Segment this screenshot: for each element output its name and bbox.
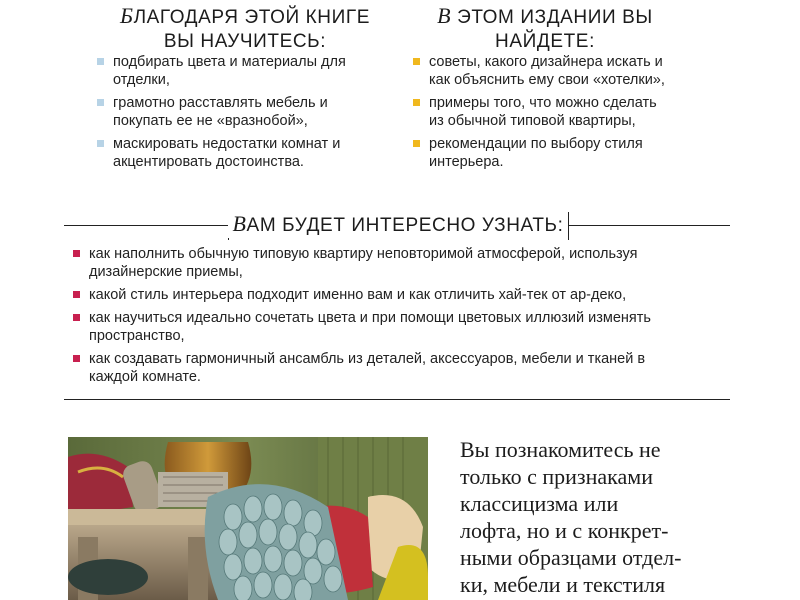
square-bullet-icon <box>73 355 80 362</box>
heading-text: ЛАГОДАРЯ ЭТОЙ КНИГЕ <box>133 7 371 28</box>
list-item: советы, какого дизайнера искать и как объяснить ему свои «хотелки», <box>413 53 713 89</box>
list-item: рекомендации по выбору стиля интерьера. <box>413 135 713 171</box>
left-column-list <box>97 53 387 176</box>
square-bullet-icon <box>73 291 80 298</box>
bottom-description <box>460 436 790 598</box>
list-item: примеры того, что можно сделать из обычной типовой квартиры, <box>413 94 713 130</box>
square-bullet-icon <box>73 314 80 321</box>
right-column-list <box>413 53 713 176</box>
text-line: классицизма или <box>460 491 619 516</box>
list-item: грамотно расставлять мебель и покупать ее не «вразнобой», <box>97 94 387 130</box>
heading-text-line2: НАЙДЕТЕ: <box>495 31 595 52</box>
list-item: как создавать гармоничный ансамбль из деталей, аксессуаров, мебели и тканей в каждой комнате. <box>73 350 733 386</box>
right-column-heading <box>420 4 670 54</box>
list-item: как наполнить обычную типовую квартиру неповторимой атмосферой, используя дизайнерские приемы, <box>73 245 733 281</box>
heading-text: ЭТОМ ИЗДАНИИ ВЫ <box>451 7 653 28</box>
text-line: ки, мебели и текстиля <box>460 572 666 597</box>
list-item: какой стиль интерьера подходит именно вам и как отличить хай-тек от ар-деко, <box>73 286 733 304</box>
heading-text-line2: ВЫ НАУЧИТЕСЬ: <box>163 31 327 52</box>
text-line: ными образцами отдел- <box>460 545 682 570</box>
list-item: подбирать цвета и материалы для отделки, <box>97 53 387 89</box>
divider-tick-right <box>568 212 569 240</box>
square-bullet-icon <box>97 99 104 106</box>
left-column-heading <box>100 4 390 54</box>
heading-initial: В <box>232 211 247 236</box>
square-bullet-icon <box>413 99 420 106</box>
middle-section-heading <box>228 212 568 238</box>
heading-initial: Б <box>119 3 134 28</box>
heading-initial: В <box>437 3 452 28</box>
list-item: маскировать недостатки комнат и акцентировать достоинства. <box>97 135 387 171</box>
divider-bottom <box>64 399 730 400</box>
square-bullet-icon <box>97 58 104 65</box>
text-line: только с признаками <box>460 464 653 489</box>
square-bullet-icon <box>413 140 420 147</box>
interior-photo <box>68 437 428 600</box>
middle-section-list <box>73 245 733 391</box>
interior-photo-illustration <box>68 437 428 600</box>
text-line: лофта, но и с конкрет- <box>460 518 669 543</box>
heading-text: АМ БУДЕТ ИНТЕРЕСНО УЗНАТЬ: <box>246 215 564 236</box>
square-bullet-icon <box>413 58 420 65</box>
square-bullet-icon <box>73 250 80 257</box>
text-line: Вы познакомитесь не <box>460 437 661 462</box>
list-item: как научиться идеально сочетать цвета и при помощи цветовых иллюзий изменять пространство, <box>73 309 733 345</box>
square-bullet-icon <box>97 140 104 147</box>
